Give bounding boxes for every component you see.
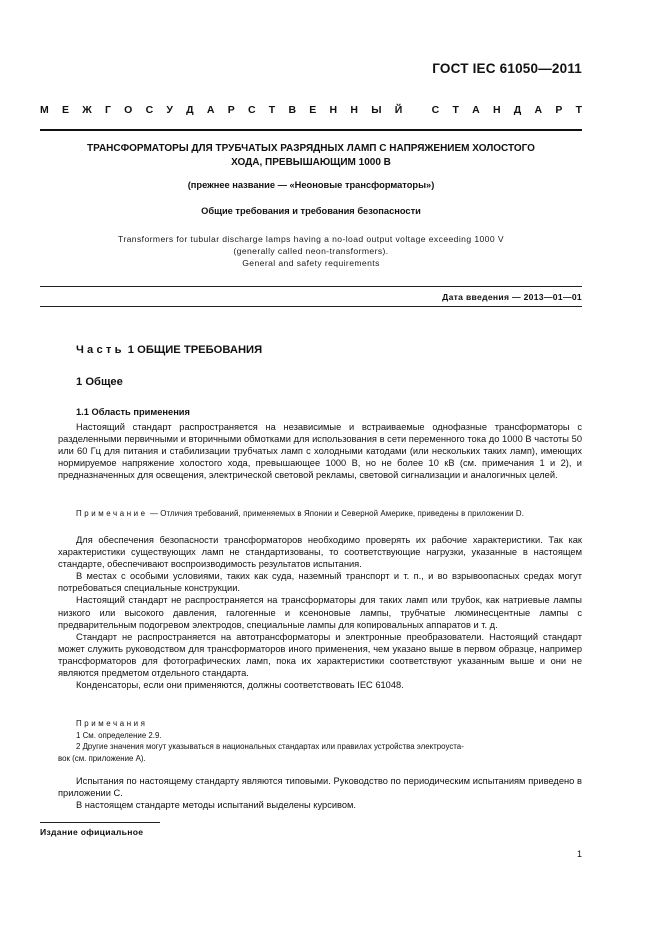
banner-letter: У — [166, 104, 173, 116]
banner-letter: Р — [555, 104, 563, 116]
title-line-2: ХОДА, ПРЕВЫШАЮЩИМ 1000 В — [231, 156, 391, 168]
official-edition-label: Издание официальное — [40, 827, 144, 837]
part-title: ОБЩИЕ ТРЕБОВАНИЯ — [137, 344, 263, 356]
header-rule — [40, 129, 582, 131]
banner-letter: Д — [186, 104, 194, 116]
paragraphs-block-2 — [58, 534, 582, 691]
banner-letter: Н — [329, 104, 338, 116]
section-1-heading: 1 Общее — [76, 376, 123, 388]
former-name: (прежнее название — «Неоновые трансформаторы») — [187, 180, 435, 190]
paragraph-6: Конденсаторы, если они применяются, должны соответствовать IEC 61048. — [76, 680, 404, 691]
paragraph-8: В настоящем стандарте методы испытаний выделены курсивом. — [76, 800, 357, 811]
section-1-1-heading: 1.1 Область применения — [76, 407, 190, 417]
intro-date-rule-bottom — [40, 306, 582, 307]
interstate-standard-banner — [40, 104, 582, 116]
banner-letter: Ы — [371, 104, 382, 116]
notes-label: Примечания — [76, 719, 148, 728]
banner-letter: Н — [350, 104, 358, 116]
paragraph-scope — [58, 421, 582, 481]
part-number: 1 — [127, 344, 135, 356]
note-1 — [58, 508, 582, 520]
paragraphs-block-3 — [58, 775, 582, 811]
note-item-2-line-2: вок (см. приложение А). — [58, 754, 146, 764]
banner-letter: Ж — [82, 104, 92, 116]
note-text: — Отличия требований, применяемых в Японии и Северной Америке, приведены в приложении D. — [147, 509, 524, 518]
paragraph-5: Стандарт не распространяется на автотрансформаторы и электронные преобразователи. Настоящий стандарт может служить руководством для трансформаторов иного применения, чем указано выше в первом образце, например трансформаторов для фотографических ламп, пока их характеристики соответствуют указанным выше и они не являются предметом отдельного стандарта. — [58, 631, 582, 679]
document-title — [40, 142, 582, 169]
banner-letter: Г — [104, 104, 111, 116]
banner-letter: Т — [575, 104, 582, 116]
banner-letter: А — [534, 104, 543, 116]
introduction-date: Дата введения — 2013—01—01 — [442, 292, 582, 302]
banner-letter: В — [288, 104, 297, 116]
page-number: 1 — [576, 849, 582, 859]
banner-letter: А — [206, 104, 215, 116]
intro-date-rule-top — [40, 286, 582, 287]
paragraph-1: Настоящий стандарт распространяется на независимые и встраиваемые однофазные трансформаторы с разделенными первичными и вторичными обмотками для использования в сети переменного тока до 1000 В частоты 50 или 60 Гц для питания и стабилизации трубчатых ламп с холодными катодами (или нескольких таких ламп), имеющих нормируемое напряжение холостого хода, превышающее 1000 В, но не более 10 кВ (см. примечания 1 и 2), и предназначенных для освещения, электрической световой рекламы, световой сигнализации и аналогичных целей. — [58, 422, 582, 481]
banner-letter: С — [247, 104, 256, 116]
english-title-line-1: Transformers for tubular discharge lamps having a no-load output voltage exceeding 1000 V — [118, 234, 504, 244]
banner-letter: Д — [513, 104, 522, 116]
banner-letter: Т — [268, 104, 276, 116]
paragraph-7: Испытания по настоящему стандарту являются типовыми. Руководство по периодическим испытаниям приведено в приложении С. — [58, 776, 582, 799]
part-heading — [76, 344, 262, 356]
note-label: Примечание — [76, 509, 148, 518]
banner-letter: С — [431, 104, 440, 116]
paragraph-4: Настоящий стандарт не распространяется на трансформаторы для таких ламп или трубок, как натриевые лампы низкого или высокого давления, галогенные и ксеноновые лампы, трубчатые люминесцентные лампы с предварительным подогревом электродов, специальные лампы для копировальных аппаратов и т. д. — [58, 595, 582, 630]
subtitle-general-requirements: Общие требования и требования безопасности — [201, 206, 421, 216]
paragraph-2: Для обеспечения безопасности трансформаторов необходимо проверять их рабочие характеристики. Так как характеристики существующих ламп не стандартизованы, то соответствующие нагрузки, указанные в настоящем стандарте, обеспечивают воспроизводимость результатов испытания. — [58, 535, 582, 570]
paragraph-3: В местах с особыми условиями, таких как суда, наземный транспорт и т. п., и во взрывоопасных средах могут потребоваться специальные конструкции. — [58, 571, 582, 594]
banner-letter: Н — [492, 104, 501, 116]
banner-letter: О — [124, 104, 133, 116]
note-item-1: 1 См. определение 2.9. — [76, 730, 162, 740]
banner-letter: Е — [61, 104, 69, 116]
standard-number: ГОСТ IEC 61050—2011 — [432, 61, 582, 76]
note-item-2-line-1: 2 Другие значения могут указываться в национальных стандартах или правилах устройства электроуста- — [76, 742, 464, 752]
banner-letter — [415, 104, 418, 116]
title-line-1: ТРАНСФОРМАТОРЫ ДЛЯ ТРУБЧАТЫХ РАЗРЯДНЫХ ЛАМП С НАПРЯЖЕНИЕМ ХОЛОСТОГО — [87, 143, 535, 154]
banner-letter: Р — [227, 104, 235, 116]
banner-letter: Т — [452, 104, 459, 116]
banner-letter: Й — [394, 104, 403, 116]
banner-letter: Е — [309, 104, 317, 116]
part-word: Часть — [76, 344, 125, 356]
notes-block — [58, 718, 582, 765]
footer-rule — [40, 822, 160, 823]
english-title-line-2: (generally called neon-transformers). — [233, 246, 389, 257]
english-title — [40, 233, 582, 270]
banner-letter: С — [145, 104, 154, 116]
banner-letter: А — [472, 104, 480, 116]
banner-letter: М — [40, 104, 49, 116]
english-title-line-3: General and safety requirements — [242, 258, 380, 269]
